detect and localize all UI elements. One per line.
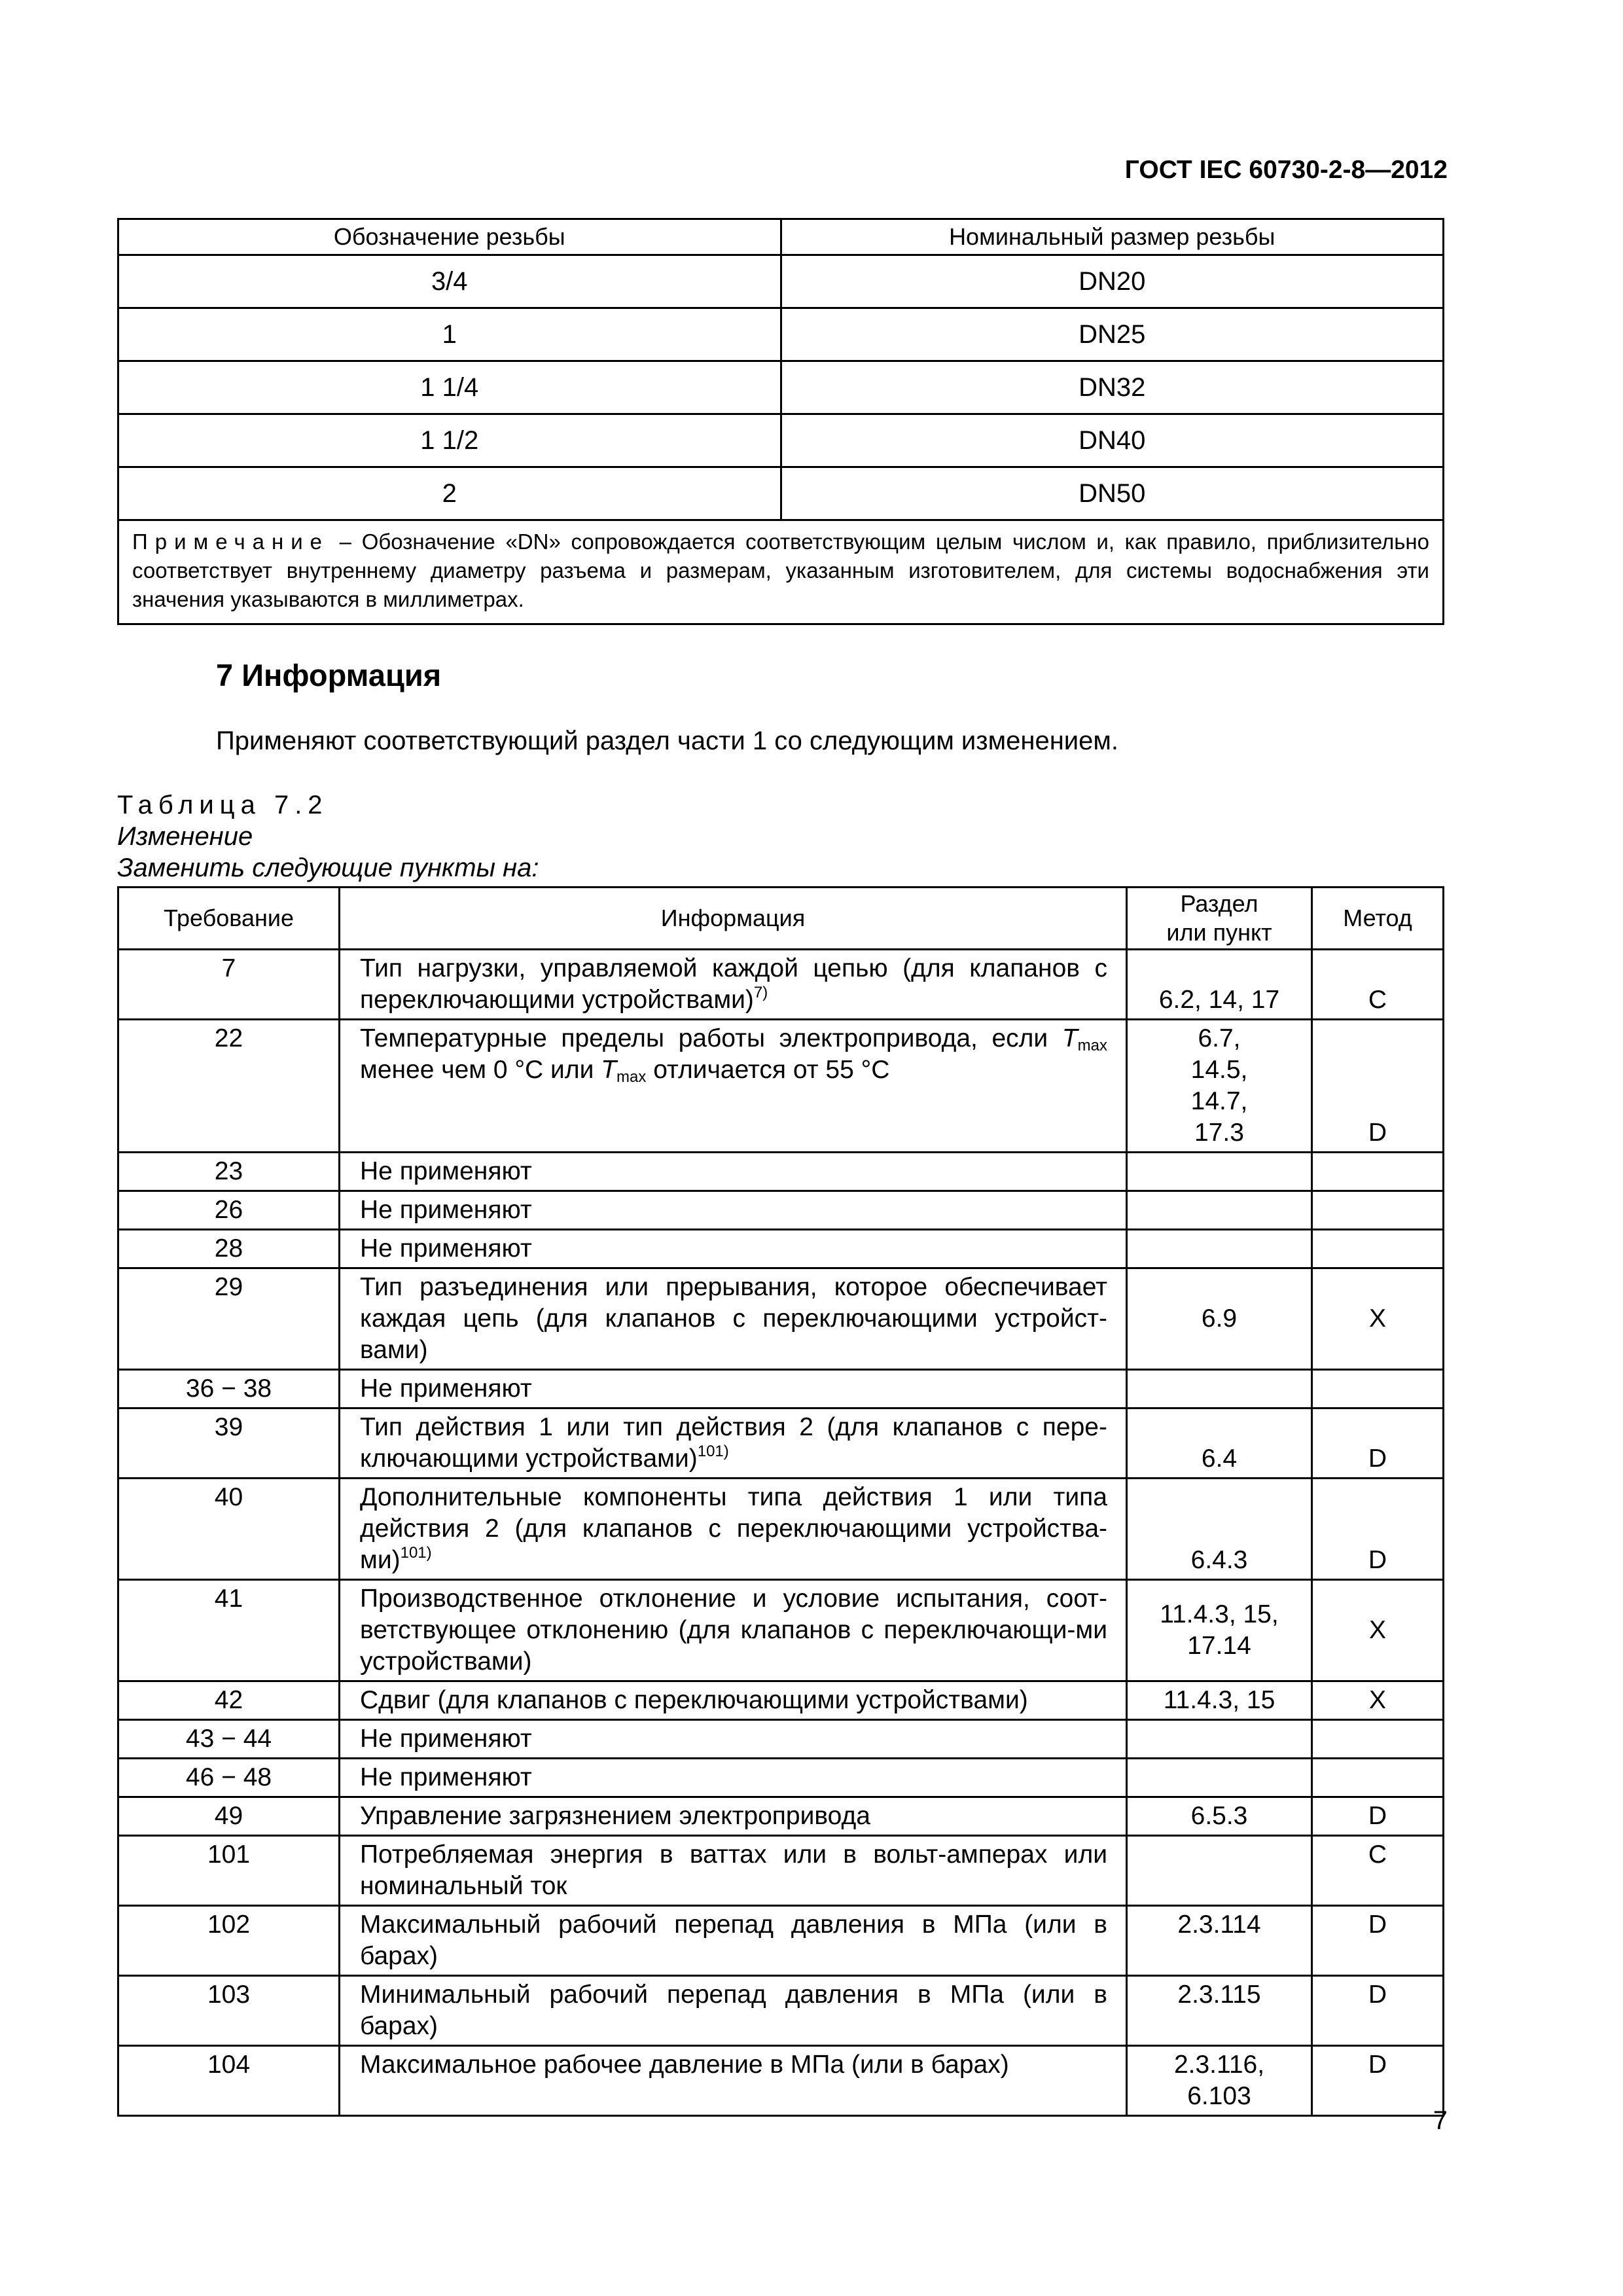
table-row — [118, 414, 1444, 467]
table-row — [118, 255, 1444, 308]
section-cell: 6.7, 14.5, 14.7, 17.3 — [1127, 1020, 1312, 1153]
thread-designation: 1 1/2 — [118, 414, 781, 467]
section-cell — [1127, 1230, 1312, 1268]
requirement-cell: 41 — [118, 1580, 340, 1681]
table-row — [118, 1681, 1444, 1720]
table-row — [118, 1268, 1444, 1370]
table-row — [118, 1020, 1444, 1153]
method-cell: D — [1312, 1976, 1444, 2046]
requirement-cell: 26 — [118, 1191, 340, 1230]
thread-designation: 1 1/4 — [118, 361, 781, 414]
method-cell — [1312, 1370, 1444, 1408]
information-cell — [340, 950, 1127, 1020]
section-cell — [1127, 1370, 1312, 1408]
nominal-size: DN32 — [781, 361, 1444, 414]
section-cell: 6.2, 14, 17 — [1127, 950, 1312, 1020]
information-text: Тип нагрузки, управляемой каждой цепью (для клапанов с переключающими устройствами) — [360, 954, 1107, 1014]
document-code: ГОСТ IEC 60730-2-8—2012 — [1124, 156, 1448, 184]
section-cell: 2.3.114 — [1127, 1906, 1312, 1976]
information-cell: Потребляемая энергия в ваттах или в вольт-амперах или номинальный ток — [340, 1836, 1127, 1906]
information-cell: Не применяют — [340, 1153, 1127, 1191]
method-cell: X — [1312, 1268, 1444, 1370]
t-symbol: T — [1061, 1024, 1078, 1052]
method-cell: D — [1312, 1479, 1444, 1580]
information-cell — [340, 1020, 1127, 1153]
nominal-size: DN25 — [781, 308, 1444, 361]
requirement-cell: 23 — [118, 1153, 340, 1191]
information-cell: Не применяют — [340, 1230, 1127, 1268]
method-cell: D — [1312, 1020, 1444, 1153]
information-cell — [340, 1408, 1127, 1479]
requirement-cell: 42 — [118, 1681, 340, 1720]
table-row — [118, 1797, 1444, 1836]
requirement-cell: 36 − 38 — [118, 1370, 340, 1408]
section-cell: 6.5.3 — [1127, 1797, 1312, 1836]
method-cell — [1312, 1230, 1444, 1268]
footnote-ref: 7) — [753, 984, 768, 1001]
table-row — [118, 1720, 1444, 1759]
requirement-cell: 40 — [118, 1479, 340, 1580]
table-note — [118, 520, 1444, 624]
thread-size-table — [117, 218, 1444, 625]
table-row — [118, 2046, 1444, 2116]
information-text: менее чем 0 °С или — [360, 1056, 601, 1084]
column-header-requirement: Требование — [118, 888, 340, 950]
table-row — [118, 1408, 1444, 1479]
information-cell: Не применяют — [340, 1759, 1127, 1797]
requirement-cell: 103 — [118, 1976, 340, 2046]
requirement-cell: 7 — [118, 950, 340, 1020]
section-cell — [1127, 1836, 1312, 1906]
method-cell — [1312, 1153, 1444, 1191]
table-row — [118, 467, 1444, 520]
section-cell — [1127, 1759, 1312, 1797]
t-subscript: max — [616, 1068, 647, 1086]
t-subscript: max — [1077, 1037, 1107, 1054]
section-title: 7 Информация — [216, 658, 442, 692]
requirement-cell: 28 — [118, 1230, 340, 1268]
table-row — [118, 1836, 1444, 1906]
information-cell: Не применяют — [340, 1370, 1127, 1408]
thread-designation: 3/4 — [118, 255, 781, 308]
information-cell: Максимальное рабочее давление в МПа (или в барах) — [340, 2046, 1127, 2116]
section-cell: 6.9 — [1127, 1268, 1312, 1370]
method-cell: C — [1312, 950, 1444, 1020]
section-cell: 11.4.3, 15 — [1127, 1681, 1312, 1720]
column-header-method: Метод — [1312, 888, 1444, 950]
requirement-cell: 46 − 48 — [118, 1759, 340, 1797]
table-row — [118, 308, 1444, 361]
table-row — [118, 1906, 1444, 1976]
section-cell — [1127, 1153, 1312, 1191]
requirement-cell: 49 — [118, 1797, 340, 1836]
footnote-ref: 101) — [697, 1443, 729, 1460]
table-row — [118, 1976, 1444, 2046]
column-header-information: Информация — [340, 888, 1127, 950]
information-cell: Максимальный рабочий перепад давления в МПа (или в барах) — [340, 1906, 1127, 1976]
method-cell: D — [1312, 1797, 1444, 1836]
column-header: Номинальный размер резьбы — [781, 219, 1444, 255]
section-cell: 11.4.3, 15, 17.14 — [1127, 1580, 1312, 1681]
table-note-row — [118, 520, 1444, 624]
note-text: – Обозначение «DN» сопровождается соответствующим целым числом и, как правило, приблизительно соответствует внутреннему диаметру разъема и размерам, указанным изготовителем, для системы водоснабжения эти значения указываются в миллиметрах. — [132, 529, 1429, 611]
table-caption-replace: Заменить следующие пункты на: — [117, 853, 539, 882]
method-cell: D — [1312, 2046, 1444, 2116]
table-header-row — [118, 888, 1444, 950]
table-caption-title: Таблица 7.2 — [117, 791, 329, 819]
table-row — [118, 950, 1444, 1020]
thread-designation: 2 — [118, 467, 781, 520]
requirement-cell: 39 — [118, 1408, 340, 1479]
information-cell — [340, 1479, 1127, 1580]
note-label: Примечание — [132, 529, 330, 554]
section-paragraph: Применяют соответствующий раздел части 1 со следующим изменением. — [216, 726, 1118, 755]
requirement-cell: 22 — [118, 1020, 340, 1153]
information-text: Тип действия 1 или тип действия 2 (для клапанов с пере-ключающими устройствами) — [360, 1413, 1107, 1473]
information-cell: Производственное отклонение и условие испытания, соот-ветствующее отклонению (для клапанов с переключающи-ми устройствами) — [340, 1580, 1127, 1681]
method-cell: D — [1312, 1408, 1444, 1479]
information-cell: Минимальный рабочий перепад давления в МПа (или в барах) — [340, 1976, 1127, 2046]
information-text: отличается от 55 °С — [646, 1056, 890, 1084]
method-cell: X — [1312, 1580, 1444, 1681]
t-symbol: T — [601, 1056, 617, 1084]
requirement-cell: 43 − 44 — [118, 1720, 340, 1759]
table-row — [118, 361, 1444, 414]
information-text: Температурные пределы работы электропривода, если — [360, 1024, 1062, 1052]
information-cell: Сдвиг (для клапанов с переключающими устройствами) — [340, 1681, 1127, 1720]
column-header-section — [1127, 888, 1312, 950]
table-row — [118, 1191, 1444, 1230]
requirement-cell: 102 — [118, 1906, 340, 1976]
nominal-size: DN20 — [781, 255, 1444, 308]
table-caption — [117, 789, 539, 884]
nominal-size: DN50 — [781, 467, 1444, 520]
method-cell — [1312, 1720, 1444, 1759]
information-text: Дополнительные компоненты типа действия 1 или типа действия 2 (для клапанов с переключающими устройства-ми) — [360, 1483, 1107, 1574]
requirement-cell: 29 — [118, 1268, 340, 1370]
requirement-cell: 104 — [118, 2046, 340, 2116]
table-row — [118, 1153, 1444, 1191]
requirement-cell: 101 — [118, 1836, 340, 1906]
footnote-ref: 101) — [400, 1544, 432, 1562]
information-cell: Не применяют — [340, 1191, 1127, 1230]
section-cell: 6.4.3 — [1127, 1479, 1312, 1580]
table-header-row — [118, 219, 1444, 255]
section-header-line2: или пункт — [1166, 919, 1272, 946]
table-caption-change: Изменение — [117, 822, 253, 851]
table-row — [118, 1479, 1444, 1580]
section-cell: 6.4 — [1127, 1408, 1312, 1479]
table-row — [118, 1759, 1444, 1797]
information-table — [117, 886, 1444, 2117]
information-cell: Тип разъединения или прерывания, которое обеспечивает каждая цепь (для клапанов с переключающими устройст-вами) — [340, 1268, 1127, 1370]
method-cell — [1312, 1759, 1444, 1797]
section-cell — [1127, 1191, 1312, 1230]
section-cell: 2.3.115 — [1127, 1976, 1312, 2046]
information-cell: Не применяют — [340, 1720, 1127, 1759]
method-cell: C — [1312, 1836, 1444, 1906]
page-number: 7 — [1433, 2106, 1448, 2135]
table-row — [118, 1230, 1444, 1268]
table-row — [118, 1580, 1444, 1681]
section-cell: 2.3.116, 6.103 — [1127, 2046, 1312, 2116]
method-cell: X — [1312, 1681, 1444, 1720]
information-cell: Управление загрязнением электропривода — [340, 1797, 1127, 1836]
section-header-line1: Раздел — [1180, 890, 1258, 917]
method-cell — [1312, 1191, 1444, 1230]
nominal-size: DN40 — [781, 414, 1444, 467]
section-cell — [1127, 1720, 1312, 1759]
method-cell: D — [1312, 1906, 1444, 1976]
table-row — [118, 1370, 1444, 1408]
column-header: Обозначение резьбы — [118, 219, 781, 255]
thread-designation: 1 — [118, 308, 781, 361]
